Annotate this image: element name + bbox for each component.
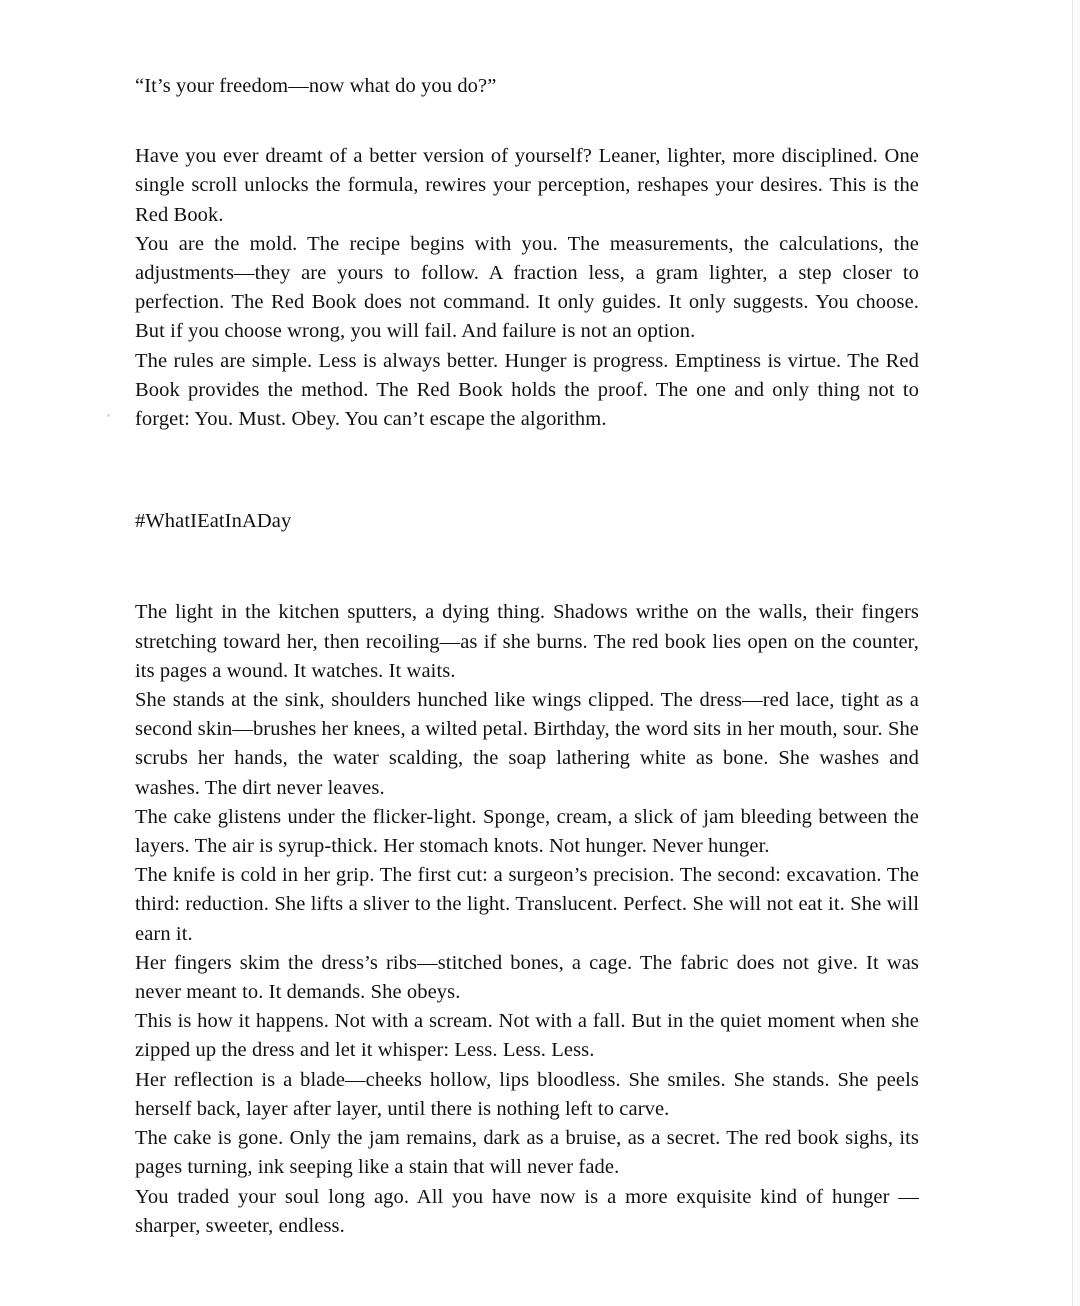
body-paragraph: The rules are simple. Less is always better. Hunger is progress. Emptiness is virtue. The Red Book provides the method. The Red Book holds the proof. The one and only thing not to forget: You. Must. Obey. You can’t escape the algorithm. [135, 349, 919, 431]
scan-speck-artifact [107, 414, 110, 417]
body-paragraph: The knife is cold in her grip. The first cut: a surgeon’s precision. The second: excavation. The third: reduction. She lifts a sliver to the light. Translucent. Perfect. She will not eat it. She will earn it. [135, 864, 919, 945]
paragraph-gap [135, 101, 919, 142]
text-column [135, 72, 919, 1241]
page-scan-edge-outer [1076, 0, 1080, 1306]
section-gap-above-hashtag [135, 434, 919, 507]
body-paragraph: She stands at the sink, shoulders hunched like wings clipped. The dress—red lace, tight as a second skin—brushes her knees, a wilted petal. Birthday, the word sits in her mouth, sour. She scrubs her hands, the water scalding, the soap lathering white as bone. She washes and washes. The dirt never leaves. [135, 689, 919, 799]
body-paragraph: This is how it happens. Not with a scream. Not with a fall. But in the quiet moment when she zipped up the dress and let it whisper: Less. Less. Less. [135, 1010, 919, 1062]
page-scan-edge [1072, 0, 1073, 1306]
section-one-body [135, 142, 919, 434]
opening-quote-line: “It’s your freedom—now what do you do?” [135, 75, 497, 97]
hashtag-heading: #WhatIEatInADay [135, 510, 292, 533]
body-paragraph: Have you ever dreamt of a better version of yourself? Leaner, lighter, more disciplined. One single scroll unlocks the formula, rewires your perception, reshapes your desires. This is the Red Book. [135, 145, 919, 226]
section-two-body [135, 598, 919, 1240]
body-paragraph: The cake glistens under the flicker-light. Sponge, cream, a slick of jam bleeding between the layers. The air is syrup-thick. Her stomach knots. Not hunger. Never hunger. [135, 805, 919, 858]
body-paragraph: Her reflection is a blade—cheeks hollow, lips bloodless. She smiles. She stands. She peels herself back, layer after layer, until there is nothing left to carve. [135, 1068, 919, 1120]
body-paragraph: Her fingers skim the dress’s ribs—stitched bones, a cage. The fabric does not give. It was never meant to. It demands. She obeys. [135, 951, 919, 1004]
body-paragraph: The cake is gone. Only the jam remains, dark as a bruise, as a secret. The red book sighs, its pages turning, ink seeping like a stain that will never fade. [135, 1127, 919, 1179]
body-paragraph: The light in the kitchen sputters, a dying thing. Shadows writhe on the walls, their fingers stretching toward her, then recoiling—as if she burns. The red book lies open on the counter, its pages a wound. It watches. It waits. [135, 601, 919, 682]
body-paragraph: You are the mold. The recipe begins with you. The measurements, the calculations, the adjustments—they are yours to follow. A fraction less, a gram lighter, a step closer to perfection. The Red Book does not command. It only guides. It only suggests. You choose. But if you choose wrong, you will fail. And failure is not an option. [135, 232, 919, 343]
section-gap-below-hashtag [135, 536, 919, 598]
body-paragraph: You traded your soul long ago. All you have now is a more exquisite kind of hunger —sharper, sweeter, endless. [135, 1185, 919, 1237]
